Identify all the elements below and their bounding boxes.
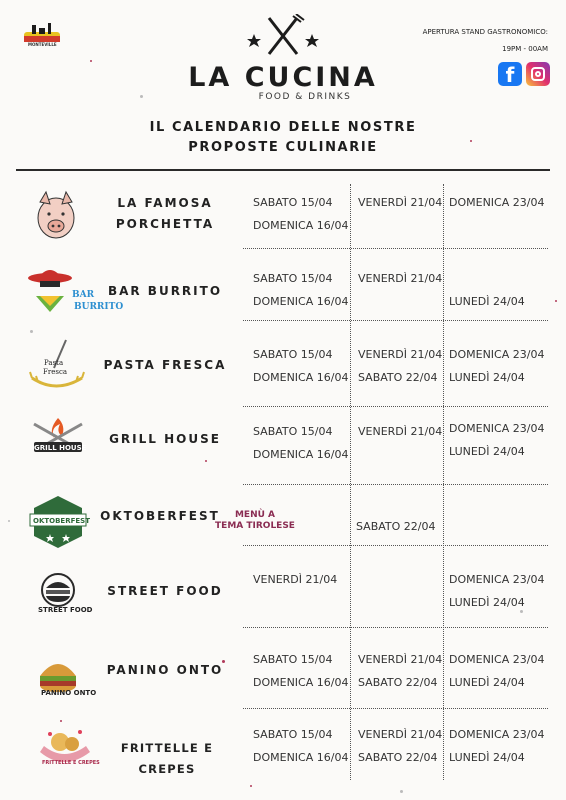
logo-caption: STREET FOOD: [38, 606, 93, 614]
date-cell: VENERDÌ 21/04: [358, 272, 443, 285]
date-cell: VENERDÌ 21/04: [358, 653, 443, 666]
date-cell: SABATO 22/04: [358, 676, 438, 689]
column-divider-2: [443, 184, 444, 780]
date-cell: DOMENICA 23/04: [449, 422, 545, 435]
crossed-knife-fork-icon: [246, 14, 320, 60]
street-food-logo-icon: [26, 568, 93, 624]
row-name: BAR BURRITO: [107, 284, 223, 298]
grill-logo-icon: [26, 414, 90, 470]
opening-hours-label: APERTURA STAND GASTRONOMICO:: [422, 28, 548, 36]
facebook-icon[interactable]: f: [498, 62, 522, 86]
row-name: FRITTELLE E CREPES: [120, 741, 214, 776]
date-cell: SABATO 15/04: [253, 653, 333, 666]
date-cell: LUNEDÌ 24/04: [449, 371, 525, 384]
date-cell: DOMENICA 16/04: [253, 219, 349, 232]
logo-caption: PANINO ONTO: [41, 689, 97, 697]
row-name: PANINO ONTO: [106, 663, 224, 677]
row-name: PASTA FRESCA: [103, 358, 227, 372]
date-cell: VENERDÌ 21/04: [253, 573, 338, 586]
row-name-line1: LA FAMOSA: [117, 196, 213, 210]
header-divider: [16, 169, 550, 171]
date-cell: DOMENICA 23/04: [449, 653, 545, 666]
date-cell: LUNEDÌ 24/04: [449, 445, 525, 458]
date-cell: DOMENICA 16/04: [253, 371, 349, 384]
date-cell: LUNEDÌ 24/04: [449, 676, 525, 689]
row-divider: [243, 545, 548, 546]
row-name-line2: PORCHETTA: [115, 217, 215, 231]
date-cell: LUNEDÌ 24/04: [449, 295, 525, 308]
column-divider-1: [350, 184, 351, 780]
row-divider: [243, 627, 548, 628]
menu-theme-note: [215, 510, 295, 532]
row-name: GRILL HOUSE: [109, 432, 221, 446]
logo-caption: GRILL HOUSE: [34, 444, 87, 452]
row-divider: [243, 484, 548, 485]
date-cell: SABATO 22/04: [358, 371, 438, 384]
date-cell: SABATO 15/04: [253, 196, 333, 209]
date-cell: SABATO 15/04: [253, 272, 333, 285]
row-name: [95, 193, 235, 235]
logo-caption: FRITTELLE E CREPES: [42, 760, 100, 766]
logo-caption: BURRITO: [74, 302, 124, 312]
top-logo-text: MONTEVILLE: [28, 42, 57, 47]
row-divider: [243, 320, 548, 321]
date-cell: SABATO 15/04: [253, 728, 333, 741]
row-divider: [243, 248, 548, 249]
row-divider: [243, 708, 548, 709]
date-cell: SABATO 22/04: [356, 520, 436, 533]
date-cell: SABATO 22/04: [358, 751, 438, 764]
date-cell: LUNEDÌ 24/04: [449, 751, 525, 764]
date-cell: DOMENICA 23/04: [449, 728, 545, 741]
date-cell: DOMENICA 16/04: [253, 751, 349, 764]
note-line2: TEMA TIROLESE: [215, 521, 295, 531]
date-cell: DOMENICA 16/04: [253, 295, 349, 308]
brand-subtitle: FOOD & DRINKS: [258, 92, 352, 102]
logo-caption: Fresca: [43, 368, 68, 376]
row-divider: [243, 406, 548, 407]
logo-caption: OKTOBERFEST: [33, 517, 90, 525]
panino-logo-icon: [26, 652, 90, 708]
headline-line1: IL CALENDARIO DELLE NOSTRE: [149, 120, 417, 135]
brand-title: LA CUCINA: [188, 62, 378, 93]
date-cell: SABATO 15/04: [253, 348, 333, 361]
headline-line2: PROPOSTE CULINARIE: [188, 140, 378, 155]
frittelle-logo-icon: [32, 722, 96, 778]
logo-caption: BAR: [72, 290, 95, 300]
row-name: STREET FOOD: [107, 584, 223, 598]
date-cell: DOMENICA 16/04: [253, 448, 349, 461]
date-cell: DOMENICA 16/04: [253, 676, 349, 689]
date-cell: DOMENICA 23/04: [449, 573, 545, 586]
date-cell: LUNEDÌ 24/04: [449, 596, 525, 609]
date-cell: DOMENICA 23/04: [449, 348, 545, 361]
logo-caption: Pasta: [44, 359, 64, 367]
instagram-icon[interactable]: [526, 62, 550, 86]
opening-hours: [423, 24, 548, 58]
page-headline: [0, 118, 566, 158]
note-line1: MENÙ A: [234, 510, 276, 520]
opening-hours-time: 19PM - 00AM: [502, 45, 548, 53]
row-name: OKTOBERFEST: [100, 509, 220, 523]
date-cell: VENERDÌ 21/04: [358, 425, 443, 438]
date-cell: DOMENICA 23/04: [449, 196, 545, 209]
date-cell: SABATO 15/04: [253, 425, 333, 438]
date-cell: VENERDÌ 21/04: [358, 196, 443, 209]
pig-icon: [26, 188, 90, 244]
date-cell: VENERDÌ 21/04: [358, 728, 443, 741]
date-cell: VENERDÌ 21/04: [358, 348, 443, 361]
